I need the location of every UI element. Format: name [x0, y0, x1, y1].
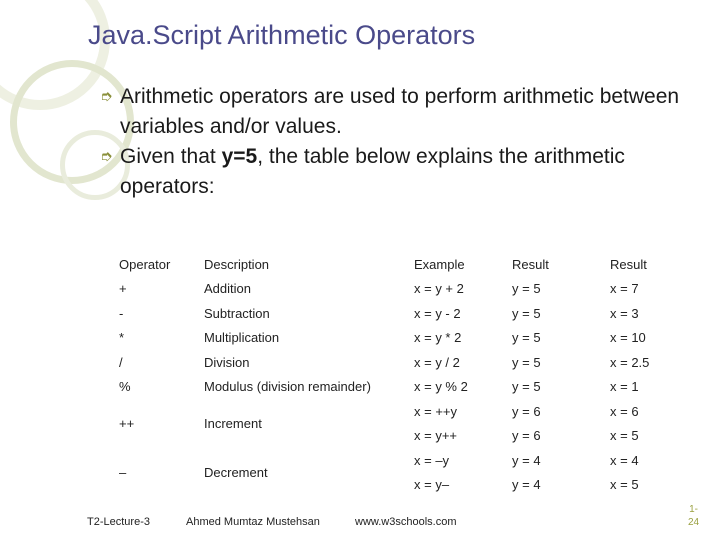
description-cell: Addition	[204, 281, 251, 297]
result-cell: x = 2.5	[610, 354, 650, 370]
bullet-item	[100, 82, 715, 142]
operators-table	[113, 252, 706, 497]
bullet-icon: ➮	[100, 88, 113, 105]
description-cell: Decrement	[204, 465, 268, 480]
example-cell: x = y++	[414, 428, 457, 444]
table-header-row	[113, 252, 706, 277]
bullet-text: Arithmetic operators are used to perform arithmetic between variables and/or values.	[120, 85, 680, 138]
example-cell: x = y / 2	[414, 354, 460, 370]
example-cell: x = y + 2	[414, 281, 464, 297]
result-cell: y = 5	[512, 305, 541, 321]
bullet-bold-text: y=5	[221, 145, 258, 168]
operator-cell: +	[119, 281, 127, 297]
table-row	[113, 375, 706, 400]
page-number	[688, 503, 699, 529]
bullet-list	[100, 82, 715, 202]
example-cell: x = y * 2	[414, 330, 462, 346]
table-row	[113, 277, 706, 302]
example-cell: x = y % 2	[414, 379, 468, 395]
bullet-item	[100, 142, 715, 202]
operator-cell: *	[119, 330, 125, 346]
page-number-part: 1-	[689, 504, 699, 515]
table-row	[113, 350, 706, 375]
example-cell: x = y–	[414, 477, 450, 493]
result-cell: y = 5	[512, 330, 541, 346]
result-cell: y = 6	[512, 403, 541, 419]
description-cell: Multiplication	[204, 330, 280, 346]
operator-cell: -	[119, 305, 124, 321]
page-number-part: 24	[688, 517, 700, 528]
result-cell: y = 5	[512, 281, 541, 297]
table-row	[113, 301, 706, 326]
result-cell: x = 1	[610, 379, 639, 395]
result-cell: x = 3	[610, 305, 639, 321]
result-cell: y = 5	[512, 354, 541, 370]
result-cell: x = 4	[610, 452, 639, 468]
footer-source: www.w3schools.com	[355, 516, 457, 528]
footer-author: Ahmed Mumtaz Mustehsan	[186, 516, 320, 528]
table-row	[113, 448, 706, 473]
column-header-result: Result	[512, 256, 549, 272]
description-cell: Subtraction	[204, 305, 270, 321]
description-cell: Increment	[204, 416, 262, 431]
result-cell: x = 7	[610, 281, 639, 297]
bullet-text: , the table below explains the arithmetic operators:	[120, 145, 625, 198]
column-header-example: Example	[414, 256, 465, 272]
operator-cell: –	[119, 465, 127, 480]
column-header-description: Description	[204, 256, 270, 272]
operator-cell: %	[119, 379, 131, 395]
column-header-result: Result	[610, 256, 647, 272]
result-cell: y = 4	[512, 452, 541, 468]
example-cell: x = ++y	[414, 403, 457, 419]
footer-lecture: T2-Lecture-3	[87, 516, 150, 528]
result-cell: y = 4	[512, 477, 541, 493]
table-row	[113, 399, 706, 424]
description-cell: Division	[204, 354, 250, 370]
operator-cell: ++	[119, 416, 135, 431]
result-cell: x = 6	[610, 403, 639, 419]
bullet-text: Given that	[120, 145, 222, 168]
example-cell: x = y - 2	[414, 305, 461, 321]
bullet-icon: ➮	[100, 148, 113, 165]
example-cell: x = –y	[414, 452, 450, 468]
description-cell: Modulus (division remainder)	[204, 379, 371, 395]
result-cell: y = 5	[512, 379, 541, 395]
column-header-operator: Operator	[119, 256, 171, 272]
result-cell: x = 5	[610, 428, 639, 444]
result-cell: y = 6	[512, 428, 541, 444]
table-row	[113, 326, 706, 351]
result-cell: x = 5	[610, 477, 639, 493]
operator-cell: /	[119, 354, 123, 370]
slide-title: Java.Script Arithmetic Operators	[88, 20, 476, 50]
result-cell: x = 10	[610, 330, 646, 346]
